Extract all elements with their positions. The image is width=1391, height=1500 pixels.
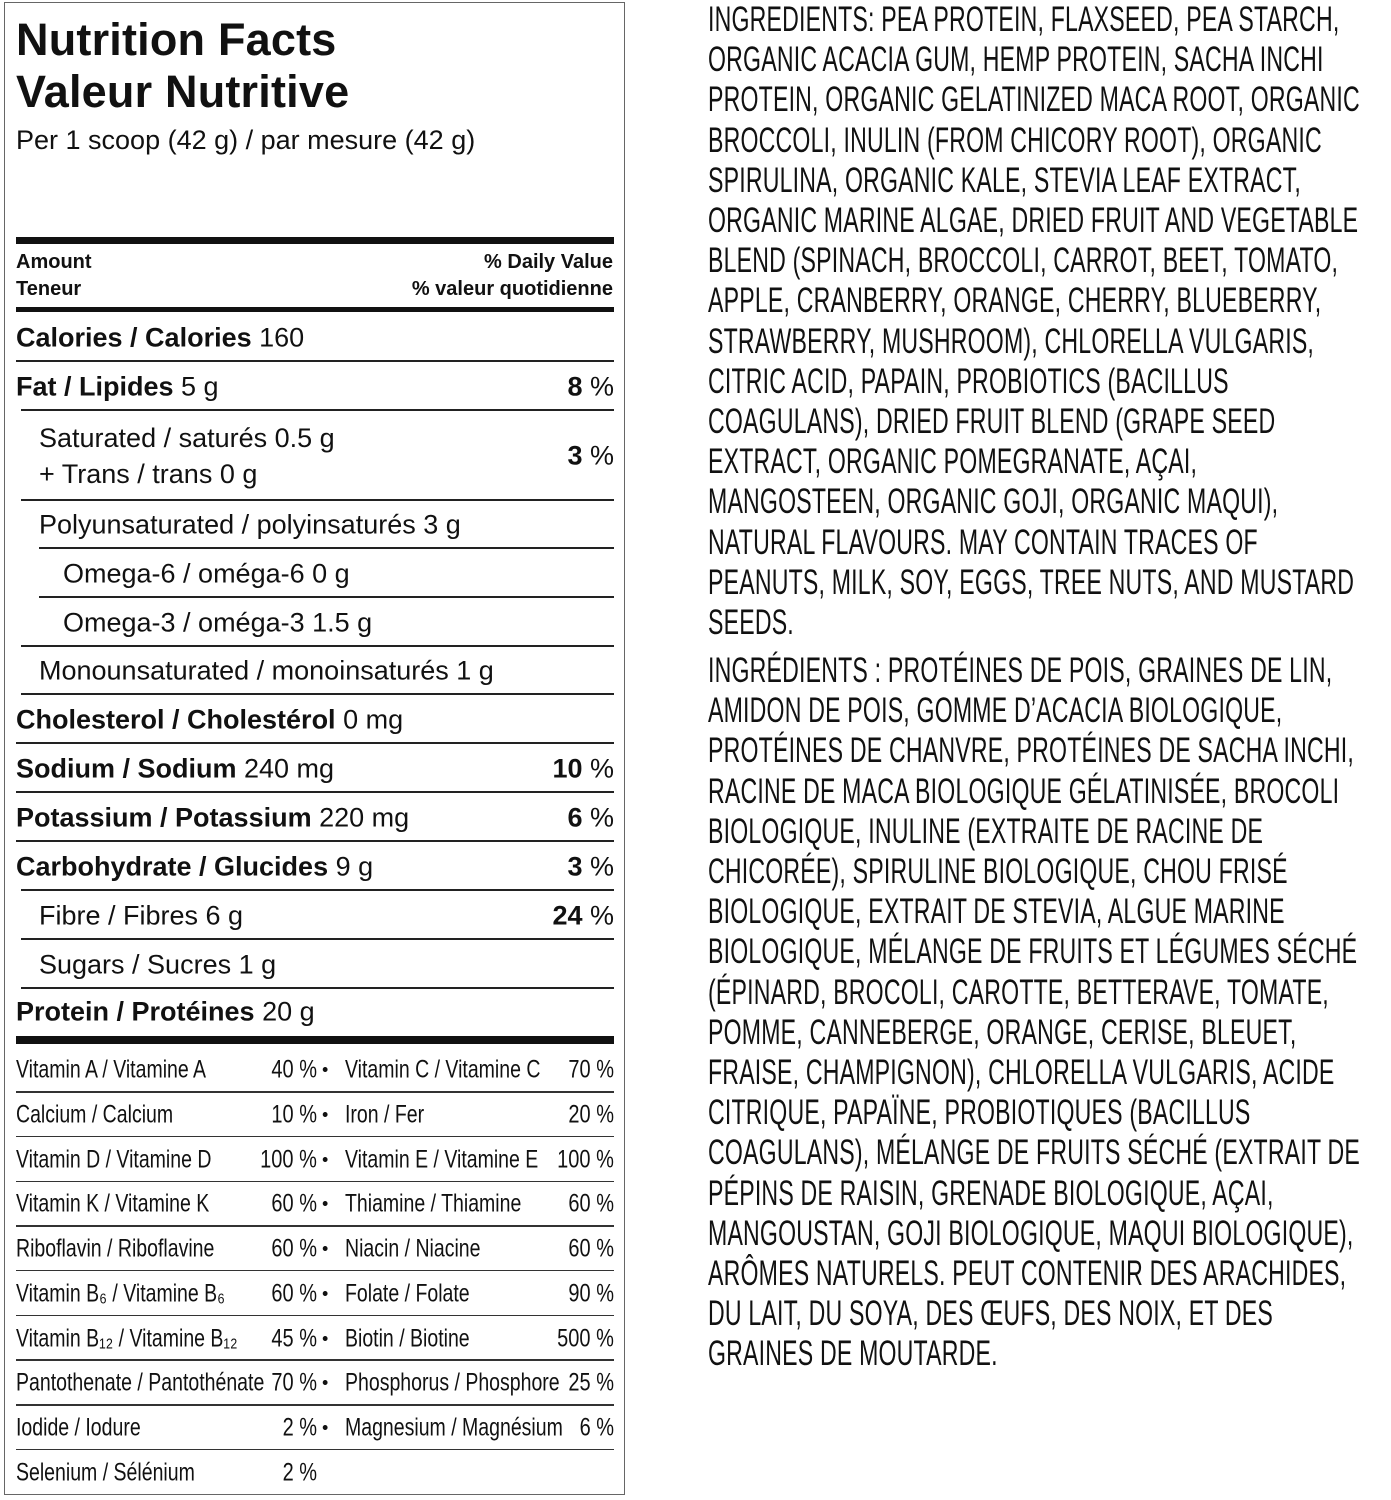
nutrient-amount: 20 g — [254, 996, 315, 1027]
daily-value-unit: % — [582, 900, 614, 930]
ingredients-line: BLEND (SPINACH, BROCCOLI, CARROT, BEET, TOMATO, — [708, 241, 1339, 281]
ingredients-line: STRAWBERRY, MUSHROOM), CHLORELLA VULGARIS, — [708, 321, 1315, 361]
vitamin-name: Iron / Fer — [345, 1100, 425, 1129]
ingredients-line: CITRIC ACID, PAPAIN, PROBIOTICS (BACILLUS — [708, 361, 1229, 401]
vitamin-row — [16, 1182, 614, 1227]
nutrient-amount: 5 g — [173, 371, 219, 401]
nutrient-row — [16, 598, 614, 647]
nutrient-amount: 220 mg — [311, 802, 410, 832]
ingredients-line: AMIDON DE POIS, GOMME D’ACACIA BIOLOGIQUE, — [708, 691, 1283, 731]
vitamin-name: Pantothenate / Pantothénate — [16, 1368, 265, 1397]
daily-value-unit: % — [582, 440, 614, 471]
nutrient-label — [63, 607, 372, 638]
vitamin-name: Vitamin E / Vitamine E — [345, 1145, 539, 1174]
daily-value-number: 10 — [552, 753, 583, 783]
ingredients-line: NATURAL FLAVOURS. MAY CONTAIN TRACES OF — [708, 522, 1258, 562]
vitamin-name: Riboflavin / Riboflavine — [16, 1234, 215, 1263]
daily-value-label-fr: % valeur quotidienne — [411, 278, 613, 300]
nutrient-amount: Monounsaturated / monoinsaturés 1 g — [39, 655, 494, 686]
vitamin-percent: 2 % — [282, 1458, 317, 1487]
vitamin-name: Folate / Folate — [345, 1279, 470, 1308]
bullet: • — [322, 1283, 329, 1304]
ingredients-line: PROTEIN, ORGANIC GELATINIZED MACA ROOT, ORGANIC — [708, 80, 1360, 120]
nutrient-label — [16, 753, 334, 784]
nutrient-amount: Saturated / saturés 0.5 g — [39, 423, 335, 453]
daily-value — [552, 900, 614, 931]
ingredients-line: GRAINES DE MOUTARDE. — [708, 1334, 998, 1374]
ingredients-line: POMME, CANNEBERGE, ORANGE, CERISE, BLEUET, — [708, 1012, 1297, 1052]
bullet: • — [322, 1328, 329, 1349]
daily-value-label-en: % Daily Value — [484, 251, 613, 273]
daily-value-unit: % — [582, 802, 614, 832]
vitamin-name: Vitamin K / Vitamine K — [16, 1189, 210, 1218]
nutrient-amount: 9 g — [328, 851, 374, 881]
ingredients-line: MANGOSTEEN, ORGANIC GOJI, ORGANIC MAQUI), — [708, 482, 1279, 522]
nutrient-label — [39, 656, 494, 687]
vitamin-name: Thiamine / Thiamine — [345, 1189, 522, 1218]
nutrient-row — [16, 891, 614, 940]
nutrient-label — [16, 851, 373, 882]
daily-value-number: 24 — [552, 900, 583, 930]
vitamin-percent: 100 % — [260, 1145, 317, 1174]
nutrition-facts-panel — [4, 2, 625, 1495]
vitamin-percent: 60 % — [271, 1189, 317, 1218]
nutrient-row — [16, 793, 614, 842]
vitamin-percent: 500 % — [557, 1324, 614, 1353]
vitamin-percent: 2 % — [282, 1413, 317, 1442]
ingredients-line: RACINE DE MACA BIOLOGIQUE GÉLATINISÉE, BROCOLI — [708, 771, 1340, 811]
nutrient-amount: 240 mg — [236, 753, 335, 783]
bullet: • — [322, 1417, 329, 1438]
vitamin-percent: 40 % — [271, 1055, 317, 1084]
daily-value — [567, 441, 614, 472]
bullet: • — [322, 1193, 329, 1214]
bullet: • — [322, 1104, 329, 1125]
title-en: Nutrition Facts — [16, 14, 337, 65]
vitamin-name: Vitamin C / Vitamine C — [345, 1055, 541, 1084]
ingredients-line: PÉPINS DE RAISIN, GRENADE BIOLOGIQUE, AÇAI, — [708, 1173, 1274, 1213]
ingredients-line: EXTRACT, ORGANIC POMEGRANATE, AÇAI, — [708, 442, 1198, 482]
ingredients-line: SPIRULINA, ORGANIC KALE, STEVIA LEAF EXTRACT, — [708, 160, 1301, 200]
ingredients-line: SEEDS. — [708, 603, 794, 642]
ingredients-line: COAGULANS), DRIED FRUIT BLEND (GRAPE SEED — [708, 402, 1276, 441]
vitamin-row — [16, 1227, 614, 1272]
vitamin-row — [16, 1093, 614, 1138]
nutrient-row — [16, 842, 614, 891]
nutrient-name: Fat / Lipides — [16, 371, 174, 401]
ingredients-line: FRAISE, CHAMPIGNON), CHLORELLA VULGARIS, ACIDE — [708, 1053, 1335, 1092]
nutrient-label — [39, 949, 276, 980]
nutrient-label — [39, 420, 335, 492]
nutrient-row — [16, 549, 614, 598]
ingredients-line: PEANUTS, MILK, SOY, EGGS, TREE NUTS, AND MUSTARD — [708, 562, 1355, 602]
nutrient-row — [16, 501, 614, 549]
nutrient-name: Calories / Calories — [16, 322, 252, 352]
vitamin-row — [16, 1137, 614, 1182]
nutrient-row — [16, 744, 614, 793]
nutrient-amount: Sugars / Sucres 1 g — [39, 949, 277, 979]
daily-value — [567, 802, 614, 833]
vitamin-percent: 60 % — [271, 1234, 317, 1263]
thick-divider — [16, 237, 614, 244]
vitamin-name: Vitamin B₁₂ / Vitamine B₁₂ — [16, 1324, 238, 1353]
daily-value-number: 8 — [567, 371, 583, 401]
daily-value — [567, 851, 614, 882]
nutrient-label — [16, 802, 409, 833]
ingredients-line: BIOLOGIQUE, MÉLANGE DE FRUITS ET LÉGUMES SÉCHÉ — [708, 932, 1358, 972]
nutrient-label — [16, 322, 304, 353]
serving-size: Per 1 scoop (42 g) / par mesure (42 g) — [16, 125, 476, 155]
vitamin-name: Calcium / Calcium — [16, 1100, 174, 1129]
vitamin-percent: 90 % — [568, 1279, 614, 1308]
vitamin-percent: 6 % — [579, 1413, 614, 1442]
vitamin-name: Selenium / Sélénium — [16, 1458, 195, 1487]
nutrient-row — [16, 695, 614, 744]
vitamin-percent: 10 % — [271, 1100, 317, 1129]
vitamin-percent: 60 % — [568, 1234, 614, 1263]
amount-label-en: Amount — [16, 251, 92, 273]
nutrient-row — [16, 313, 614, 362]
thick-divider — [16, 307, 614, 312]
daily-value-number: 3 — [567, 440, 583, 471]
ingredients-line: ORGANIC ACACIA GUM, HEMP PROTEIN, SACHA INCHI — [708, 40, 1324, 80]
vitamin-percent: 60 % — [271, 1279, 317, 1308]
vitamin-row — [16, 1316, 614, 1361]
nutrient-name: Carbohydrate / Glucides — [16, 851, 329, 881]
title-fr: Valeur Nutritive — [16, 66, 350, 117]
nutrient-row — [16, 411, 614, 501]
vitamin-name: Vitamin A / Vitamine A — [16, 1055, 207, 1084]
daily-value — [552, 753, 614, 784]
daily-value-unit: % — [582, 753, 614, 783]
vitamin-name: Phosphorus / Phosphore — [345, 1368, 560, 1397]
amount-label-fr: Teneur — [16, 278, 82, 300]
bullet: • — [322, 1238, 329, 1259]
vitamin-percent: 60 % — [568, 1189, 614, 1218]
bullet: • — [322, 1149, 329, 1170]
ingredients-line: INGREDIENTS: PEA PROTEIN, FLAXSEED, PEA STARCH, — [708, 0, 1340, 39]
nutrient-row — [16, 940, 614, 989]
ingredients-line: INGRÉDIENTS : PROTÉINES DE POIS, GRAINES DE LIN, — [708, 651, 1333, 690]
nutrient-amount: Polyunsaturated / polyinsaturés 3 g — [39, 509, 461, 540]
ingredients-line: COAGULANS), MÉLANGE DE FRUITS SÉCHÉ (EXTRAIT DE — [708, 1133, 1360, 1173]
vitamin-row — [16, 1450, 614, 1495]
vitamin-name: Biotin / Biotine — [345, 1324, 470, 1353]
vitamin-name: Vitamin D / Vitamine D — [16, 1145, 212, 1174]
nutrient-name: Sodium / Sodium — [16, 753, 237, 783]
vitamin-percent: 70 % — [568, 1055, 614, 1084]
nutrient-amount: Omega-3 / oméga-3 1.5 g — [63, 607, 373, 637]
nutrient-label — [39, 900, 243, 931]
vitamin-percent: 45 % — [271, 1324, 317, 1353]
vitamin-percent: 20 % — [568, 1100, 614, 1129]
nutrient-amount: 160 — [251, 322, 305, 352]
vitamin-name: Iodide / Iodure — [16, 1413, 141, 1442]
ingredients-line: CHICORÉE), SPIRULINE BIOLOGIQUE, CHOU FRISÉ — [708, 852, 1288, 891]
vitamin-name: Niacin / Niacine — [345, 1234, 481, 1263]
nutrient-name: Cholesterol / Cholestérol — [16, 704, 336, 734]
ingredients-line: BIOLOGIQUE, INULINE (EXTRAITE DE RACINE DE — [708, 811, 1264, 851]
vitamin-row — [16, 1272, 614, 1317]
nutrient-label — [16, 371, 219, 402]
ingredients-line: APPLE, CRANBERRY, ORANGE, CHERRY, BLUEBERRY, — [708, 281, 1322, 321]
nutrient-label — [16, 997, 315, 1028]
vitamin-percent: 70 % — [271, 1368, 317, 1397]
vitamin-row — [16, 1048, 614, 1093]
nutrient-label — [39, 510, 461, 541]
nutrient-row — [16, 647, 614, 695]
ingredients-line: MANGOUSTAN, GOJI BIOLOGIQUE, MAQUI BIOLOGIQUE), — [708, 1213, 1354, 1253]
ingredients-line: CITRIQUE, PAPAÏNE, PROBIOTIQUES (BACILLUS — [708, 1093, 1251, 1133]
daily-value — [567, 371, 614, 402]
thick-divider — [16, 1036, 614, 1044]
vitamin-percent: 100 % — [557, 1145, 614, 1174]
daily-value-number: 6 — [567, 802, 583, 832]
ingredients-line: (ÉPINARD, BROCOLI, CAROTTE, BETTERAVE, TOMATE, — [708, 972, 1329, 1012]
daily-value-unit: % — [582, 371, 614, 401]
daily-value-unit: % — [582, 851, 614, 881]
vitamin-name: Magnesium / Magnésium — [345, 1413, 563, 1442]
ingredients-line: ARÔMES NATURELS. PEUT CONTENIR DES ARACHIDES, — [708, 1254, 1347, 1293]
nutrient-row — [16, 989, 614, 1035]
vitamin-percent: 25 % — [568, 1368, 614, 1397]
ingredients-line: PROTÉINES DE CHANVRE, PROTÉINES DE SACHA INCHI, — [708, 731, 1354, 771]
bullet: • — [322, 1372, 329, 1393]
ingredients-line: ORGANIC MARINE ALGAE, DRIED FRUIT AND VEGETABLE — [708, 201, 1359, 240]
nutrient-label — [63, 558, 350, 589]
nutrient-row — [16, 362, 614, 411]
vitamin-row — [16, 1361, 614, 1406]
nutrient-label — [16, 704, 403, 735]
vitamin-row — [16, 1406, 614, 1451]
nutrient-amount-2: + Trans / trans 0 g — [39, 459, 258, 489]
ingredients-line: BIOLOGIQUE, EXTRAIT DE STEVIA, ALGUE MARINE — [708, 892, 1285, 932]
daily-value-number: 3 — [567, 851, 583, 881]
nutrient-name: Protein / Protéines — [16, 996, 255, 1027]
vitamin-name: Vitamin B₆ / Vitamine B₆ — [16, 1279, 226, 1308]
nutrient-amount: Omega-6 / oméga-6 0 g — [63, 558, 350, 588]
nutrient-amount: 0 mg — [335, 704, 404, 734]
nutrient-name: Potassium / Potassium — [16, 802, 312, 832]
nutrient-amount: Fibre / Fibres 6 g — [39, 900, 244, 930]
bullet: • — [322, 1059, 329, 1080]
ingredients-line: DU LAIT, DU SOYA, DES ŒUFS, DES NOIX, ET DES — [708, 1294, 1273, 1334]
ingredients-line: BROCCOLI, INULIN (FROM CHICORY ROOT), ORGANIC — [708, 120, 1322, 160]
